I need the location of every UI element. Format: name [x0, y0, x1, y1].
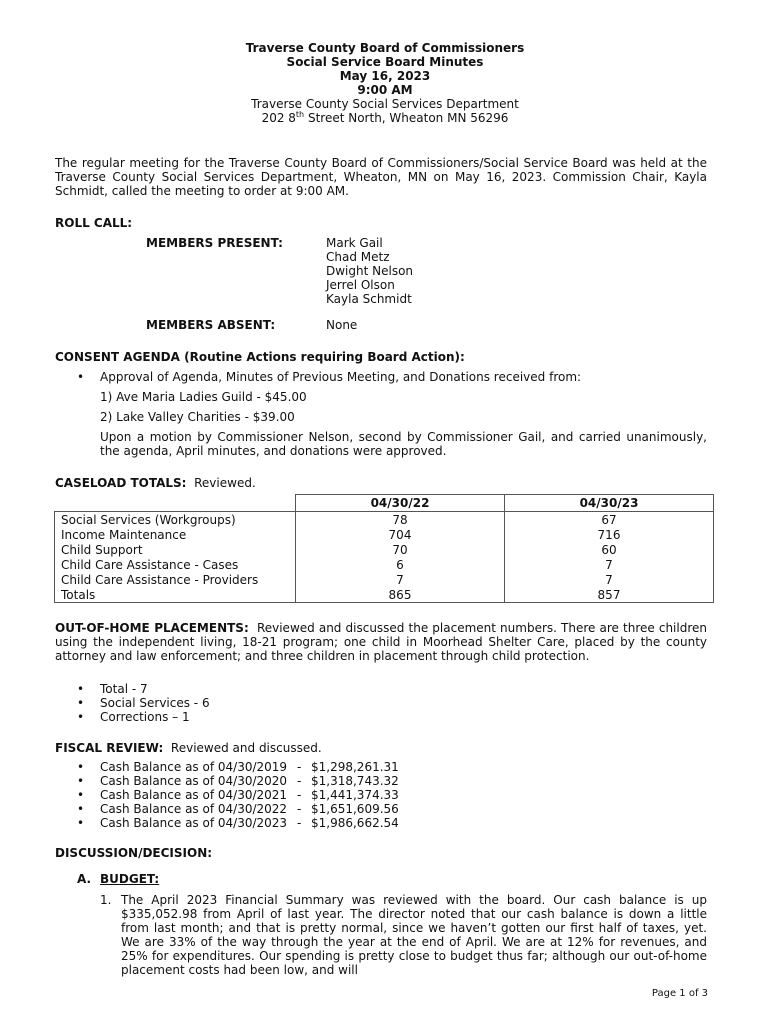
caseload-row-label: Social Services (Workgroups) [55, 512, 296, 528]
header-address [0, 111, 770, 125]
donation-item: 1) Ave Maria Ladies Guild - $45.00 [100, 390, 307, 404]
caseload-cell: 78 [296, 512, 505, 528]
header-date: May 16, 2023 [339, 69, 431, 83]
caseload-cell: 70 [296, 542, 505, 557]
header-address-sup: th [295, 110, 305, 119]
consent-agenda-bullet: Approval of Agenda, Minutes of Previous Meeting, and Donations received from: [100, 370, 582, 384]
caseload-column-header: 04/30/22 [296, 495, 505, 512]
caseload-cell: 7 [505, 557, 714, 572]
header-department: Traverse County Social Services Department [251, 97, 519, 111]
caseload-cell: 716 [505, 527, 714, 542]
placement-bullet: Social Services - 6 [100, 696, 210, 710]
bullet-icon: • [77, 816, 85, 830]
placements-paragraph [55, 621, 707, 663]
caseload-table [54, 494, 714, 603]
consent-motion: Upon a motion by Commissioner Nelson, second by Commissioner Gail, and carried unanimously, the agenda, April minutes, and donations were approved. [100, 430, 707, 458]
discussion-title: DISCUSSION/DECISION: [55, 846, 213, 860]
caseload-row-label: Income Maintenance [55, 527, 296, 542]
members-present-label: MEMBERS PRESENT: [146, 236, 283, 250]
member-name: Chad Metz [326, 250, 390, 264]
fiscal-heading [55, 741, 322, 755]
caseload-cell: 6 [296, 557, 505, 572]
caseload-cell: 865 [296, 587, 505, 603]
section-a-title: BUDGET: [100, 872, 160, 886]
item-number: 1. [100, 893, 112, 907]
bullet-icon: • [77, 682, 85, 696]
fiscal-label: Cash Balance as of 04/30/2022 [100, 802, 288, 816]
fiscal-note: Reviewed and discussed. [170, 741, 322, 755]
member-name: Mark Gail [326, 236, 383, 250]
fiscal-dash: - [297, 816, 302, 830]
fiscal-amount: $1,986,662.54 [311, 816, 399, 830]
caseload-cell: 60 [505, 542, 714, 557]
fiscal-dash: - [297, 802, 302, 816]
placements-title: OUT-OF-HOME PLACEMENTS: [55, 621, 249, 635]
caseload-row-label: Totals [55, 587, 296, 603]
table-row [55, 572, 714, 587]
consent-agenda-title: CONSENT AGENDA (Routine Actions requiring Board Action): [55, 350, 465, 364]
table-row [55, 527, 714, 542]
fiscal-label: Cash Balance as of 04/30/2020 [100, 774, 288, 788]
fiscal-dash: - [297, 760, 302, 774]
fiscal-amount: $1,318,743.32 [311, 774, 399, 788]
members-present-list [326, 236, 413, 306]
fiscal-amount: $1,441,374.33 [311, 788, 399, 802]
fiscal-title: FISCAL REVIEW: [55, 741, 164, 755]
member-name: Kayla Schmidt [326, 292, 412, 306]
placement-bullet: Total - 7 [100, 682, 148, 696]
section-a-letter: A. [77, 872, 92, 886]
placements-text: Reviewed and discussed the placement numbers. There are three children using the independent living, 18-21 program; one child in Moorhead Shelter Care, placed by the county attorney and law enforcement; and three children in placement through child protection. [55, 621, 707, 663]
fiscal-row [100, 760, 500, 774]
bullet-icon: • [77, 696, 85, 710]
members-absent-value: None [326, 318, 358, 332]
bullet-icon: • [77, 370, 85, 384]
fiscal-amount: $1,298,261.31 [311, 760, 399, 774]
document-header [0, 41, 770, 125]
fiscal-row [100, 816, 500, 830]
caseload-heading [55, 476, 256, 490]
caseload-row-label: Child Support [55, 542, 296, 557]
bullet-icon: • [77, 788, 85, 802]
caseload-cell: 67 [505, 512, 714, 528]
placement-bullet: Corrections – 1 [100, 710, 190, 724]
table-row [55, 512, 714, 528]
caseload-cell: 7 [296, 572, 505, 587]
fiscal-row [100, 774, 500, 788]
header-minutes-title: Social Service Board Minutes [286, 55, 484, 69]
page-number: Page 1 of 3 [651, 988, 708, 999]
bullet-icon: • [77, 760, 85, 774]
member-name: Jerrel Olson [326, 278, 395, 292]
caseload-note: Reviewed. [194, 476, 256, 490]
caseload-cell: 704 [296, 527, 505, 542]
fiscal-label: Cash Balance as of 04/30/2021 [100, 788, 288, 802]
caseload-header-row [55, 495, 714, 512]
header-board-name: Traverse County Board of Commissioners [245, 41, 525, 55]
caseload-title: CASELOAD TOTALS: [55, 476, 187, 490]
table-row [55, 542, 714, 557]
bullet-icon: • [77, 710, 85, 724]
caseload-row-label: Child Care Assistance - Cases [55, 557, 296, 572]
table-row [55, 587, 714, 603]
donation-item: 2) Lake Valley Charities - $39.00 [100, 410, 295, 424]
header-address-pre: 202 8 [261, 111, 296, 125]
header-time: 9:00 AM [357, 83, 413, 97]
caseload-row-label: Child Care Assistance - Providers [55, 572, 296, 587]
caseload-cell: 857 [505, 587, 714, 603]
caseload-column-header: 04/30/23 [505, 495, 714, 512]
fiscal-label: Cash Balance as of 04/30/2023 [100, 816, 288, 830]
fiscal-dash: - [297, 788, 302, 802]
fiscal-row [100, 788, 500, 802]
fiscal-dash: - [297, 774, 302, 788]
fiscal-row [100, 802, 500, 816]
budget-item-paragraph: The April 2023 Financial Summary was reviewed with the board. Our cash balance is up $335,052.98 from April of last year. The director noted that our cash balance is down a little from last month; and that is pretty normal, since we haven’t gotten our first half of taxes, yet. We are 33% of the way through the year at the end of April. We are at 12% for revenues, and 25% for expenditures. Our spending is pretty close to budget thus far; although our out-of-home placement costs had been low, and will [121, 893, 707, 977]
fiscal-amount: $1,651,609.56 [311, 802, 399, 816]
member-name: Dwight Nelson [326, 264, 414, 278]
roll-call-title: ROLL CALL: [55, 216, 133, 230]
table-row [55, 557, 714, 572]
members-absent-label: MEMBERS ABSENT: [146, 318, 276, 332]
intro-paragraph: The regular meeting for the Traverse County Board of Commissioners/Social Service Board was held at the Traverse County Social Services Department, Wheaton, MN on May 16, 2023. Commission Chair, Kayla Schmidt, called the meeting to order at 9:00 AM. [55, 156, 707, 198]
bullet-icon: • [77, 774, 85, 788]
header-address-post: Street North, Wheaton MN 56296 [304, 111, 509, 125]
caseload-header-blank [55, 495, 296, 512]
bullet-icon: • [77, 802, 85, 816]
caseload-cell: 7 [505, 572, 714, 587]
fiscal-label: Cash Balance as of 04/30/2019 [100, 760, 288, 774]
